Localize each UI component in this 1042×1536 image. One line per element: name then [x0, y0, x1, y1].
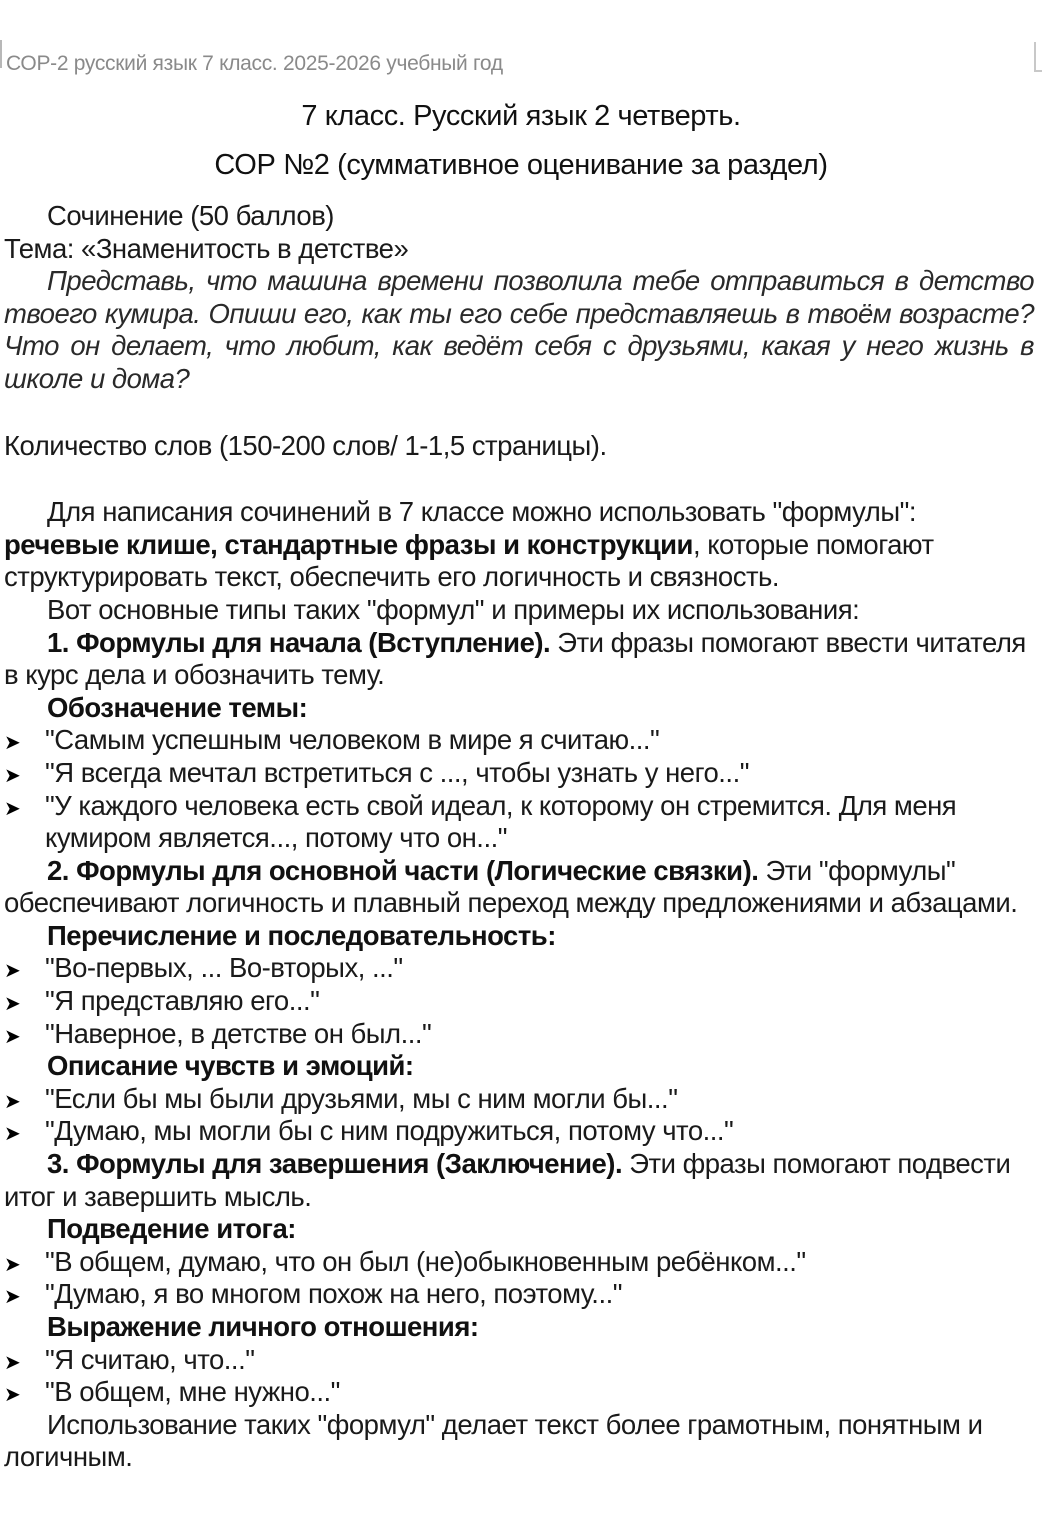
list-item: ➤ "Если бы мы были друзьями, мы с ним могли бы..." — [4, 1083, 1034, 1116]
list-item: ➤ "Я представляю его..." — [4, 985, 1034, 1018]
task-prompt: Представь, что машина времени позволила тебе отправиться в детство твоего кумира. Опиши его, как ты его себе представляешь в твоём возрасте? Что он делает, что любит, как ведёт себя с друзьями, какая у него жизнь в школе и дома? — [4, 265, 1034, 394]
task-heading: Сочинение (50 баллов) — [47, 200, 334, 231]
arrow-bullet-icon: ➤ — [4, 1351, 21, 1374]
intro-paragraph — [4, 496, 1034, 594]
arrow-bullet-icon: ➤ — [4, 732, 21, 755]
arrow-bullet-icon: ➤ — [4, 797, 21, 820]
arrow-bullet-icon: ➤ — [4, 1253, 21, 1276]
page-subtitle: СОР №2 (суммативное оценивание за раздел) — [214, 149, 828, 181]
section-desc: Эти фразы помогают подвести итог и завершить мысль. — [4, 1148, 1011, 1212]
arrow-bullet-icon: ➤ — [4, 993, 21, 1016]
conclusion: Использование таких "формул" делает текст более грамотным, понятным и логичным. — [4, 1408, 983, 1473]
section-title: 3. Формулы для завершения (Заключение). — [47, 1148, 623, 1180]
group-heading: Перечисление и последовательность: — [47, 919, 556, 951]
arrow-bullet-icon: ➤ — [4, 1384, 21, 1407]
arrow-bullet-icon: ➤ — [4, 1025, 21, 1048]
group-heading: Подведение итога: — [47, 1213, 296, 1245]
list-item: ➤ "Думаю, я во многом похож на него, поэтому..." — [4, 1278, 1034, 1311]
task-topic: Тема: «Знаменитость в детстве» — [4, 232, 409, 264]
section-title: 1. Формулы для начала (Вступление). — [47, 626, 551, 658]
arrow-bullet-icon: ➤ — [4, 1123, 21, 1146]
arrow-bullet-icon: ➤ — [4, 1090, 21, 1113]
section-1 — [4, 627, 1034, 692]
crop-mark-left — [0, 40, 2, 68]
list-item: ➤ "Наверное, в детстве он был..." — [4, 1018, 1034, 1051]
arrow-bullet-icon: ➤ — [4, 764, 21, 787]
list-item: ➤ "Самым успешным человеком в мире я считаю..." — [4, 724, 1034, 757]
crop-mark-right — [1034, 42, 1042, 72]
list-item: ➤ "Я считаю, что..." — [4, 1344, 1034, 1377]
intro-text-2: , которые помогают структурировать текст, обеспечить его логичность и связность. — [4, 528, 934, 593]
running-header: СОР-2 русский язык 7 класс. 2025-2026 учебный год — [6, 52, 503, 75]
section-2 — [4, 855, 1034, 920]
group-heading: Обозначение темы: — [47, 691, 308, 723]
group-heading: Описание чувств и эмоций: — [47, 1050, 414, 1082]
types-line: Вот основные типы таких "формул" и примеры их использования: — [47, 593, 860, 625]
section-desc: Эти "формулы" обеспечивают логичность и плавный переход между предложениями и абзацами. — [4, 854, 1018, 919]
list-item: ➤ "Во-первых, ... Во-вторых, ..." — [4, 952, 1034, 985]
arrow-bullet-icon: ➤ — [4, 960, 21, 983]
word-count: Количество слов (150-200 слов/ 1-1,5 страницы). — [4, 429, 607, 461]
page-title: 7 класс. Русский язык 2 четверть. — [301, 100, 741, 132]
document-body — [4, 200, 1034, 1474]
list-item: ➤ "В общем, думаю, что он был (не)обыкновенным ребёнком..." — [4, 1246, 1034, 1279]
list-item: ➤ "У каждого человека есть свой идеал, к которому он стремится. Для меня кумиром является..., потому что он..." — [4, 789, 957, 854]
intro-text-1: Для написания сочинений в 7 классе можно использовать "формулы": — [47, 496, 917, 528]
group-heading: Выражение личного отношения: — [47, 1311, 479, 1342]
arrow-bullet-icon: ➤ — [4, 1286, 21, 1309]
list-item: ➤ "В общем, мне нужно..." — [4, 1376, 1034, 1409]
list-item: ➤ "Думаю, мы могли бы с ним подружиться, потому что..." — [4, 1115, 1034, 1148]
section-desc: Эти фразы помогают ввести читателя в курс дела и обозначить тему. — [4, 626, 1026, 691]
section-3 — [4, 1148, 1034, 1213]
section-title: 2. Формулы для основной части (Логические связки). — [47, 854, 759, 886]
intro-bold: речевые клише, стандартные фразы и конструкции — [4, 528, 693, 560]
list-item: ➤ "Я всегда мечтал встретиться с ..., чтобы узнать у него..." — [4, 757, 1034, 790]
